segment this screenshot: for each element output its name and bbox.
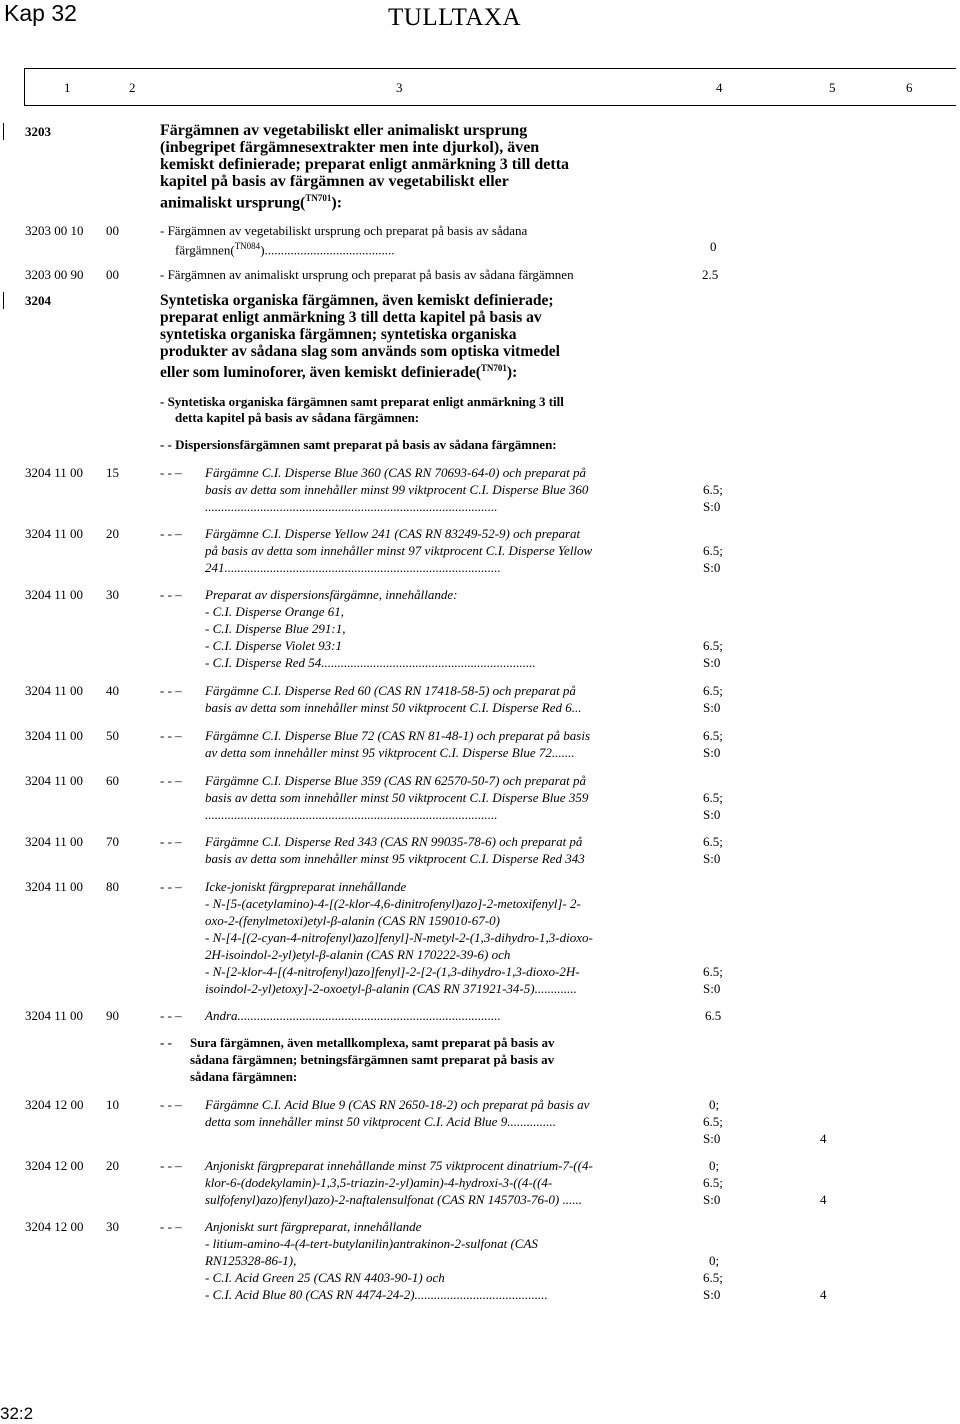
- page-title: TULLTAXA: [388, 4, 522, 31]
- subheading: sådana färgämnen; betningsfärgämnen samt preparat på basis av: [190, 1052, 555, 1067]
- column-header-box: [24, 68, 956, 106]
- change-bar: [3, 292, 4, 309]
- dash-marker: - - –: [160, 728, 182, 743]
- heading-line: preparat enligt anmärkning 3 till detta kapitel på basis av: [160, 309, 542, 326]
- column-number-1: 1: [64, 80, 71, 95]
- row-description: ..........................................................................................: [205, 807, 498, 822]
- cn-code: 3203 00 10: [25, 223, 84, 238]
- row-description: - N-[5-(acetylamino)-4-[(2-klor-4,6-dinitrofenyl)azo]-2-metoxifenyl]- 2-: [205, 896, 581, 911]
- subheading: detta kapitel på basis av sådana färgämnen:: [175, 410, 420, 425]
- row-description: - C.I. Disperse Orange 61,: [205, 604, 345, 619]
- cn-code: 3204 12 00: [25, 1219, 84, 1234]
- row-description: basis av detta som innehåller minst 50 viktprocent C.I. Disperse Red 6...: [205, 700, 582, 715]
- row-description: basis av detta som innehåller minst 50 viktprocent C.I. Disperse Blue 359: [205, 790, 589, 805]
- row-description: Färgämne C.I. Acid Blue 9 (CAS RN 2650-18-2) och preparat på basis av: [205, 1097, 590, 1112]
- cn-code: 3203 00 90: [25, 267, 84, 282]
- dash-marker: - - –: [160, 834, 182, 849]
- dash-marker: - - –: [160, 773, 182, 788]
- taric-suffix: 30: [106, 1219, 119, 1234]
- duty-rate: 2.5: [702, 267, 719, 282]
- dash-marker: - - –: [160, 1158, 182, 1173]
- row-description: av detta som innehåller minst 95 viktprocent C.I. Disperse Blue 72.......: [205, 745, 575, 760]
- duty-rate: 0: [710, 239, 717, 254]
- row-description: Färgämne C.I. Disperse Yellow 241 (CAS RN 83249-52-9) och preparat: [205, 526, 581, 541]
- heading-text: eller som luminoforer, även kemiskt definierade(: [160, 364, 481, 382]
- row-description: - litium-amino-4-(4-tert-butylanilin)antrakinon-2-sulfonat (CAS: [205, 1236, 538, 1251]
- row-description: basis av detta som innehåller minst 95 viktprocent C.I. Disperse Red 343: [205, 851, 585, 866]
- duty-rate: S:0: [703, 807, 721, 822]
- column-number-6: 6: [906, 80, 913, 95]
- column-number-2: 2: [129, 80, 136, 95]
- duty-rate: 6.5;: [703, 1175, 723, 1190]
- taric-suffix: 20: [106, 526, 119, 541]
- taric-suffix: 70: [106, 834, 119, 849]
- heading-line: produkter av sådana slag som används som optiska vitmedel: [160, 343, 560, 360]
- duty-rate: S:0: [703, 851, 721, 866]
- row-text: färgämnen(: [175, 242, 235, 258]
- subheading: - - Dispersionsfärgämnen samt preparat på basis av sådana färgämnen:: [160, 437, 557, 452]
- row-description: Färgämne C.I. Disperse Blue 360 (CAS RN 70693-64-0) och preparat på: [205, 465, 587, 480]
- row-description: 2H-isoindol-2-yl)etyl-β-alanin (CAS RN 170222-39-6) och: [205, 947, 511, 962]
- subheading: - Syntetiska organiska färgämnen samt preparat enligt anmärkning 3 till: [160, 394, 564, 409]
- column-number-3: 3: [396, 80, 403, 95]
- row-description: - C.I. Acid Green 25 (CAS RN 4403-90-1) och: [205, 1270, 445, 1285]
- row-description: RN125328-86-1),: [205, 1253, 297, 1268]
- duty-rate: 6.5;: [703, 482, 723, 497]
- row-description: på basis av detta som innehåller minst 97 viktprocent C.I. Disperse Yellow: [205, 543, 593, 558]
- heading-text: ):: [331, 194, 343, 212]
- taric-suffix: 10: [106, 1097, 119, 1112]
- cn-code: 3204 11 00: [25, 683, 84, 698]
- taric-suffix: 30: [106, 587, 119, 602]
- heading-line: [160, 360, 640, 381]
- cn-code: 3204 11 00: [25, 728, 84, 743]
- row-description: - N-[4-[(2-cyan-4-nitrofenyl)azo]fenyl]-N-metyl-2-(1,3-dihydro-1,3-dioxo-: [205, 930, 593, 945]
- duty-rate: 6.5;: [703, 790, 723, 805]
- taric-suffix: 00: [106, 223, 119, 238]
- row-description: isoindol-2-yl)etoxy]-2-oxoetyl-β-alanin (CAS RN 371921-34-5).............: [205, 981, 577, 996]
- row-description: Andra.................................................................................: [205, 1008, 501, 1023]
- page-number: 32:2: [0, 1404, 34, 1423]
- duty-rate: 6.5;: [703, 638, 723, 653]
- cn-code: 3204 11 00: [25, 1008, 84, 1023]
- column-number-4: 4: [716, 80, 723, 95]
- heading-line: Färgämnen av vegetabiliskt eller animaliskt ursprung: [160, 122, 528, 139]
- heading-line: [160, 190, 650, 211]
- heading-number-3203: 3203: [25, 124, 51, 139]
- dash-marker: - - –: [160, 683, 182, 698]
- taric-suffix: 90: [106, 1008, 119, 1023]
- duty-rate: S:0: [703, 655, 721, 670]
- row-description: [175, 238, 395, 258]
- heading-number-3204: 3204: [25, 293, 51, 308]
- heading-line: kapitel på basis av färgämnen av vegetabiliskt eller: [160, 173, 509, 190]
- row-description: Färgämne C.I. Disperse Blue 359 (CAS RN 62570-50-7) och preparat på: [205, 773, 587, 788]
- taric-suffix: 20: [106, 1158, 119, 1173]
- row-description: Färgämne C.I. Disperse Red 343 (CAS RN 99035-78-6) och preparat på: [205, 834, 583, 849]
- heading-text: animaliskt ursprung(: [160, 194, 306, 212]
- dash-marker: - - –: [160, 1008, 182, 1023]
- duty-rate: S:0: [703, 745, 721, 760]
- duty-rate: 0;: [709, 1097, 720, 1112]
- duty-rate: S:0: [703, 981, 721, 996]
- column-6-value: 4: [820, 1131, 827, 1146]
- duty-rate: 6.5;: [703, 683, 723, 698]
- row-description: basis av detta som innehåller minst 99 viktprocent C.I. Disperse Blue 360: [205, 482, 589, 497]
- chapter-label: Kap 32: [4, 0, 77, 26]
- duty-rate: S:0: [703, 1192, 721, 1207]
- subheading: Sura färgämnen, även metallkomplexa, samt preparat på basis av: [190, 1035, 555, 1050]
- dash-marker: - - –: [160, 526, 182, 541]
- taric-suffix: 00: [106, 267, 119, 282]
- row-description: detta som innehåller minst 50 viktprocent C.I. Acid Blue 9...............: [205, 1114, 556, 1129]
- heading-text-3203: [160, 122, 650, 211]
- row-description: - N-[2-klor-4-[(4-nitrofenyl)azo]fenyl]-2-[2-(1,3-dihydro-1,3-dioxo-2H-: [205, 964, 580, 979]
- column-number-5: 5: [829, 80, 836, 95]
- duty-rate: S:0: [703, 1131, 721, 1146]
- dash-marker: - - –: [160, 879, 182, 894]
- duty-rate: 0;: [709, 1253, 720, 1268]
- row-description: klor-6-(dodekylamin)-1,3,5-triazin-2-yl)amin)-4-hydroxi-3-((4-((4-: [205, 1175, 553, 1190]
- subheading: sådana färgämnen:: [190, 1069, 298, 1084]
- duty-rate: 6.5;: [703, 834, 723, 849]
- cn-code: 3204 12 00: [25, 1158, 84, 1173]
- row-description: 241.....................................................................................: [205, 560, 501, 575]
- dash-marker: - - –: [160, 465, 182, 480]
- duty-rate: 6.5;: [703, 1114, 723, 1129]
- footnote-ref: TN701: [480, 363, 507, 373]
- cn-code: 3204 11 00: [25, 773, 84, 788]
- row-description: - C.I. Acid Blue 80 (CAS RN 4474-24-2).........................................: [205, 1287, 548, 1302]
- cn-code: 3204 11 00: [25, 879, 84, 894]
- duty-rate: 6.5;: [703, 728, 723, 743]
- row-description: sulfofenyl)azo)fenyl)azo)-2-naftalensulfonat (CAS RN 145703-76-0) ......: [205, 1192, 582, 1207]
- cn-code: 3204 11 00: [25, 834, 84, 849]
- duty-rate: 6.5: [705, 1008, 722, 1023]
- change-bar: [3, 123, 4, 140]
- heading-line: syntetiska organiska färgämnen; syntetiska organiska: [160, 326, 517, 343]
- row-description: - Färgämnen av vegetabiliskt ursprung och preparat på basis av sådana: [160, 223, 528, 238]
- row-description: Anjoniskt färgpreparat innehållande minst 75 viktprocent dinatrium-7-((4-: [205, 1158, 593, 1173]
- row-description: - C.I. Disperse Red 54..................................................................: [205, 655, 536, 670]
- heading-line: Syntetiska organiska färgämnen, även kemiskt definierade;: [160, 292, 554, 309]
- dash-marker: - - –: [160, 1097, 182, 1112]
- heading-text-3204: [160, 292, 640, 381]
- dash-marker: - - –: [160, 587, 182, 602]
- column-6-value: 4: [820, 1287, 827, 1302]
- row-description: ..........................................................................................: [205, 499, 498, 514]
- row-description: - C.I. Disperse Blue 291:1,: [205, 621, 346, 636]
- duty-rate: 0;: [709, 1158, 720, 1173]
- row-text: )........................................: [260, 242, 395, 258]
- heading-text: ):: [506, 364, 518, 382]
- cn-code: 3204 11 00: [25, 526, 84, 541]
- cn-code: 3204 12 00: [25, 1097, 84, 1112]
- duty-rate: 6.5;: [703, 1270, 723, 1285]
- footnote-ref: TN084: [234, 241, 261, 251]
- cn-code: 3204 11 00: [25, 587, 84, 602]
- row-description: oxo-2-(fenylmetoxi)etyl-β-alanin (CAS RN 159010-67-0): [205, 913, 500, 928]
- row-description: Icke-joniskt färgpreparat innehållande: [205, 879, 407, 894]
- taric-suffix: 60: [106, 773, 119, 788]
- row-description: Anjoniskt surt färgpreparat, innehållande: [205, 1219, 422, 1234]
- cn-code: 3204 11 00: [25, 465, 84, 480]
- heading-line: kemiskt definierade; preparat enligt anmärkning 3 till detta: [160, 156, 570, 173]
- duty-rate: 6.5;: [703, 964, 723, 979]
- duty-rate: S:0: [703, 560, 721, 575]
- row-description: Färgämne C.I. Disperse Red 60 (CAS RN 17418-58-5) och preparat på: [205, 683, 576, 698]
- duty-rate: S:0: [703, 700, 721, 715]
- row-description: Preparat av dispersionsfärgämne, innehållande:: [205, 587, 458, 602]
- row-description: Färgämne C.I. Disperse Blue 72 (CAS RN 81-48-1) och preparat på basis: [205, 728, 591, 743]
- duty-rate: S:0: [703, 499, 721, 514]
- dash-marker: - - –: [160, 1219, 182, 1234]
- duty-rate: S:0: [703, 1287, 721, 1302]
- duty-rate: 6.5;: [703, 543, 723, 558]
- column-6-value: 4: [820, 1192, 827, 1207]
- row-description: - C.I. Disperse Violet 93:1: [205, 638, 342, 653]
- taric-suffix: 80: [106, 879, 119, 894]
- taric-suffix: 15: [106, 465, 119, 480]
- dash-marker: - -: [160, 1035, 172, 1050]
- heading-line: (inbegripet färgämnesextrakter men inte djurkol), även: [160, 139, 540, 156]
- taric-suffix: 50: [106, 728, 119, 743]
- taric-suffix: 40: [106, 683, 119, 698]
- footnote-ref: TN701: [305, 193, 332, 203]
- row-description: - Färgämnen av animaliskt ursprung och preparat på basis av sådana färgämnen: [160, 267, 574, 282]
